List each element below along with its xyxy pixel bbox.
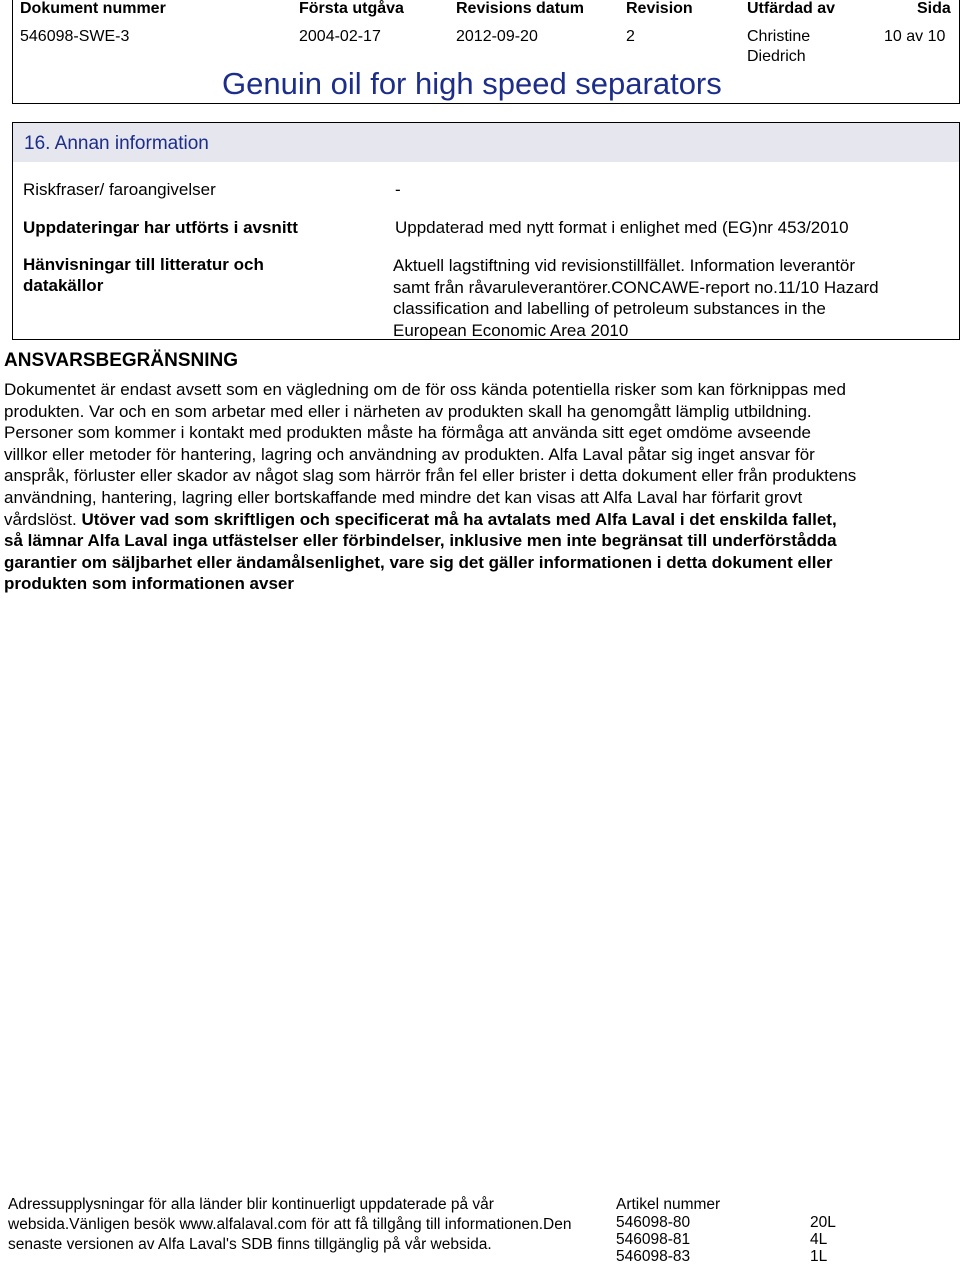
footer-article-header: Artikel nummer (616, 1196, 721, 1213)
ref-line: classification and labelling of petroleum substances in the (393, 299, 826, 318)
row-value-updates: Uppdaterad med nytt format i enlighet med (EG)nr 453/2010 (395, 218, 849, 237)
header-label-revision-date: Revisions datum (456, 0, 585, 17)
disclaimer-normal-text: Dokumentet är endast avsett som en vägledning om de för oss kända potentiella risker som kan förknippas med produkten. Var och en som arbetar med eller i närheten av produkten skall ha genomgått lämplig utbildning. Personer som kommer i kontakt med produkten måste ha förmåga att använda sitt eget omdöme avseende villkor eller metoder för hantering, lagring och användning av produkten. Alfa Laval påtar sig inget ansvar för anspråk, förluster eller skador av något slag som härrör från fel eller brister i detta dokument eller från produktens användning, hantering, lagring eller bortskaffande med mindre det kan visas att Alfa Laval har förfarit grovt vårdslöst. (4, 380, 857, 529)
row-label-references-2: datakällor (23, 276, 104, 295)
header-revision: 2 (626, 28, 635, 45)
disclaimer-bold-text: Utöver vad som skriftligen och specificerat må ha avtalats med Alfa Laval i det enskilda fallet, så lämnar Alfa Laval inga utfästelser eller förbindelser, inklusive men inte begränsat till underförstådda garantier om säljbarhet eller ändamålsenlighet, vare sig det gäller informationen i detta dokument eller produkten som informationen avser (4, 509, 837, 594)
row-value-references (393, 255, 879, 341)
footer-article-number: 546098-81 (616, 1231, 691, 1248)
header-revision-date: 2012-09-20 (456, 28, 538, 45)
header-label-first-issue: Första utgåva (299, 0, 404, 17)
footer-article-size: 4L (810, 1231, 828, 1248)
header-issued-by-1: Christine (747, 28, 811, 45)
header-page: 10 av 10 (884, 28, 946, 45)
footer-article-size: 20L (810, 1214, 836, 1231)
disclaimer-paragraph (4, 379, 859, 595)
ref-line: Aktuell lagstiftning vid revisionstillfället. Information leverantör (393, 256, 856, 275)
row-label-risk-phrases: Riskfraser/ faroangivelser (23, 180, 216, 199)
disclaimer-heading: ANSVARSBEGRÄNSNING (4, 350, 239, 371)
row-label-references-1: Hänvisningar till litteratur och (23, 255, 264, 274)
document-title: Genuin oil for high speed separators (222, 66, 722, 101)
header-issued-by-2: Diedrich (747, 48, 806, 65)
section-16-title: 16. Annan information (24, 133, 209, 154)
footer-article-number: 546098-80 (616, 1214, 691, 1231)
ref-line: samt från råvaruleverantörer.CONCAWE-report no.11/10 Hazard (393, 277, 879, 297)
footer-address-note: Adressupplysningar för alla länder blir kontinuerligt uppdaterade på vår websida.Vänligen besök www.alfalaval.com för att få tillgång till informationen.Den senaste versionen av Alfa Laval's SDB finns tillgänglig på vår websida. (8, 1196, 572, 1253)
header-label-doc-number: Dokument nummer (20, 0, 166, 17)
footer-article-size: 1L (810, 1248, 828, 1265)
row-value-risk-phrases: - (395, 180, 401, 199)
header-label-page: Sida (917, 0, 951, 17)
footer-article-number: 546098-83 (616, 1248, 691, 1265)
row-label-updates: Uppdateringar har utförts i avsnitt (23, 218, 298, 237)
ref-line: European Economic Area 2010 (393, 320, 629, 340)
header-doc-number: 546098-SWE-3 (20, 28, 130, 45)
header-label-issued-by: Utfärdad av (747, 0, 836, 17)
header-label-revision: Revision (626, 0, 693, 17)
header-first-issue: 2004-02-17 (299, 28, 381, 45)
